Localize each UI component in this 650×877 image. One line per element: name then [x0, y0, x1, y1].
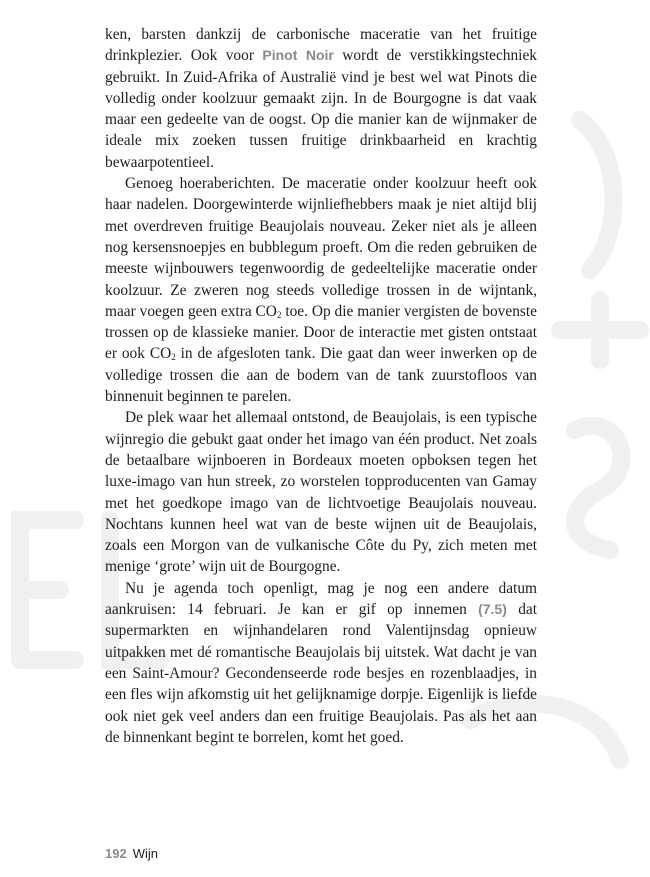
- paragraph-2-text-b: toe. Op die manier vergisten de bovenste trossen op de klassieke manier. Door de interactie met gisten ontstaat er ook CO: [105, 302, 537, 363]
- section-name: Wijn: [132, 846, 158, 861]
- paragraph-2: [105, 173, 537, 407]
- paragraph-4-text-b: dat supermarkten en wijnhandelaren rond Valentijnsdag opnieuw uitpakken met dé romantische Beaujolais bij uitstek. Wat dacht je van een Saint-Amour? Gecondenseerde rode besjes en rozenblaadjes, in een fles wijn afkomstig uit het gelijknamige dorpje. Eigenlijk is liefde ook niet gek veel anders dan een fruitige Beaujolais. Pas als het aan de binnenkant begint te borrelen, komt het goed.: [105, 601, 537, 746]
- paragraph-1-text-a: ken, barsten dankzij de carbonische maceratie van het fruitige drinkplezier. Ook voor: [105, 26, 537, 65]
- subscript-2: 2: [276, 309, 282, 320]
- paragraph-2-text-a: Genoeg hoeraberichten. De maceratie onder koolzuur heeft ook haar nadelen. Doorgewinterde wijnliefhebbers maak je niet altijd blij met overdreven fruitige Beaujolais nouveau. Zeker niet als je alleen nog kersensnoepjes en bubblegum proeft. Om die reden gebruiken de meeste wijnbouwers tegenwoordig de gedeeltelijke maceratie onder koolzuur. Ze zweren nog steeds volledige trossen in de wijntank, maar voegen geen extra CO: [105, 175, 537, 320]
- page-footer: [105, 846, 158, 861]
- cross-reference-link[interactable]: (7.5): [478, 601, 507, 618]
- body-text: [105, 24, 537, 748]
- subscript-2: 2: [171, 352, 176, 363]
- paragraph-1-text-b: wordt de verstikkingstechniek gebruikt. In Zuid-Afrika of Australië vind je best wel wat Pinots die volledig onder koolzuur gemaakt zijn. In de Bourgogne is dat vaak maar een gedeelte van de oogst. Op die manier kan de wijnmaker de ideale mix zoeken tussen fruitige drinkbaarheid en krachtig bewaarpotentieel.: [105, 47, 537, 171]
- paragraph-1: [105, 24, 537, 173]
- grape-variety-label: Pinot Noir: [262, 47, 334, 64]
- paragraph-3: De plek waar het allemaal ontstond, de Beaujolais, is een typische wijnregio die gebukt gaat onder het imago van één product. Net zoals de betaalbare wijnboeren in Bordeaux moeten opboksen tegen het luxe-imago van hun streek, zo worstelen topproducenten van Gamay met het goedkope imago van de lichtvoetige Beaujolais nouveau. Nochtans kunnen heel wat van de beste wijnen uit de Beaujolais, zoals een Morgon van de vulkanische Côte du Py, zich meten met menige ‘grote’ wijn uit de Bourgogne.: [105, 409, 537, 576]
- paragraph-2-text-c: in de afgesloten tank. Die gaat dan weer inwerken op de volledige trossen die aan de bodem van de tank zuurstofloos van binnenuit beginnen te parelen.: [105, 345, 537, 406]
- paragraph-4-text-a: Nu je agenda toch openligt, mag je nog een andere datum aankruisen: 14 februari. Je kan er gif op innemen: [105, 579, 537, 619]
- page-number: 192: [105, 846, 127, 861]
- paragraph-4: [105, 578, 537, 748]
